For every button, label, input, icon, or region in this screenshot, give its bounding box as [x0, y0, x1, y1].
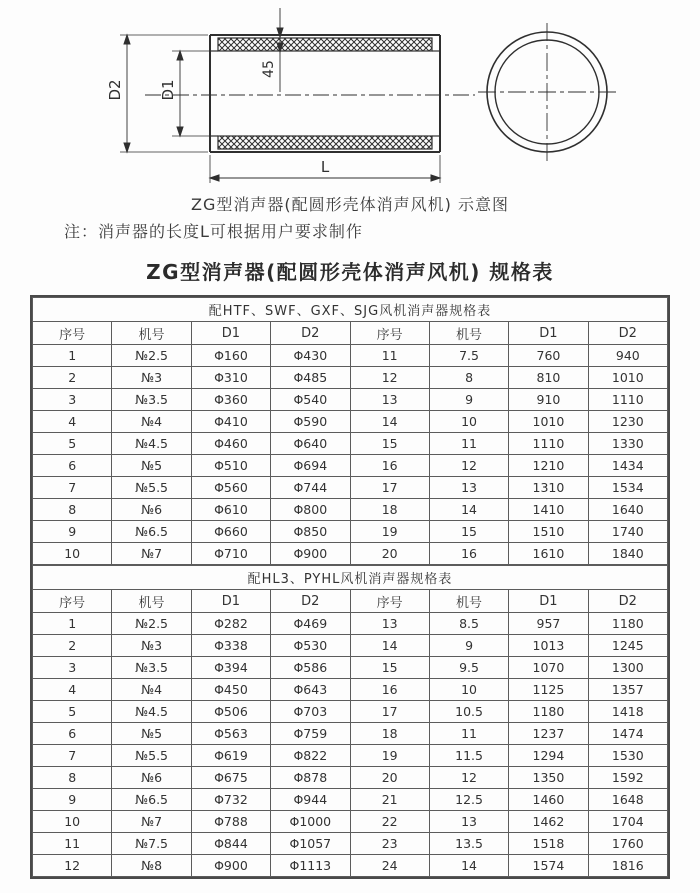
table-cell: 23 — [350, 833, 429, 855]
table-cell: 14 — [350, 411, 429, 433]
table-cell: 1210 — [509, 455, 588, 477]
table-cell: 1125 — [509, 679, 588, 701]
table-cell: Φ1113 — [271, 855, 350, 877]
table-cell: 1 — [33, 345, 112, 367]
table-cell: 12 — [429, 455, 508, 477]
table-cell: Φ1057 — [271, 833, 350, 855]
table-cell: 910 — [509, 389, 588, 411]
table-cell: Φ619 — [191, 745, 270, 767]
table-cell: 957 — [509, 613, 588, 635]
table-cell: 1474 — [588, 723, 667, 745]
table-cell: Φ944 — [271, 789, 350, 811]
table-cell: 9 — [33, 521, 112, 543]
table-cell: 5 — [33, 701, 112, 723]
table-cell: 11 — [33, 833, 112, 855]
table-cell: Φ878 — [271, 767, 350, 789]
table-cell: 22 — [350, 811, 429, 833]
lining-bottom — [218, 136, 432, 149]
table-cell: 14 — [429, 855, 508, 877]
table-cell: 21 — [350, 789, 429, 811]
table-cell: 9 — [33, 789, 112, 811]
table-row — [33, 543, 668, 565]
table-cell: Φ510 — [191, 455, 270, 477]
table-cell: 1704 — [588, 811, 667, 833]
length-label: L — [320, 158, 330, 176]
table-cell: №3.5 — [112, 389, 191, 411]
table-cell: 1 — [33, 613, 112, 635]
figure-note: 注：消声器的长度L可根据用户要求制作 — [64, 222, 363, 241]
table-cell: 12 — [350, 367, 429, 389]
table-cell: 1640 — [588, 499, 667, 521]
table-cell: 1350 — [509, 767, 588, 789]
table-cell: Φ732 — [191, 789, 270, 811]
table-cell: №6 — [112, 767, 191, 789]
table-cell: 1180 — [588, 613, 667, 635]
table-cell: 13 — [350, 613, 429, 635]
table-cell: 6 — [33, 723, 112, 745]
table-cell: 13.5 — [429, 833, 508, 855]
table-cell: Φ160 — [191, 345, 270, 367]
table-row — [33, 789, 668, 811]
table-cell: №3.5 — [112, 657, 191, 679]
table-cell: 8 — [33, 767, 112, 789]
table-cell: 8 — [33, 499, 112, 521]
table-cell: 8.5 — [429, 613, 508, 635]
table-cell: 6 — [33, 455, 112, 477]
table-cell: Φ485 — [271, 367, 350, 389]
table-cell: 11 — [429, 433, 508, 455]
table-section-title: 配HL3、PYHL风机消声器规格表 — [33, 566, 668, 590]
table-cell: 24 — [350, 855, 429, 877]
table-row — [33, 679, 668, 701]
table-row — [33, 613, 668, 635]
table-cell: 2 — [33, 367, 112, 389]
column-header: D1 — [509, 322, 588, 345]
table-cell: 13 — [350, 389, 429, 411]
table-cell: 18 — [350, 499, 429, 521]
table-cell: Φ675 — [191, 767, 270, 789]
table-row — [33, 745, 668, 767]
spec-table-htf-swf-gxf-sjg — [32, 297, 668, 565]
table-cell: №7 — [112, 543, 191, 565]
table-cell: 1462 — [509, 811, 588, 833]
table-cell: 19 — [350, 745, 429, 767]
table-cell: 11 — [429, 723, 508, 745]
muffler-side-view — [145, 35, 475, 152]
table-cell: 16 — [350, 455, 429, 477]
table-cell: №2.5 — [112, 613, 191, 635]
table-cell: Φ788 — [191, 811, 270, 833]
table-cell: 1418 — [588, 701, 667, 723]
column-header: 序号 — [33, 322, 112, 345]
table-cell: Φ759 — [271, 723, 350, 745]
table-row — [33, 389, 668, 411]
table-cell: 1357 — [588, 679, 667, 701]
table-cell: Φ694 — [271, 455, 350, 477]
table-cell: 1592 — [588, 767, 667, 789]
table-cell: 1230 — [588, 411, 667, 433]
table-cell: 1110 — [509, 433, 588, 455]
table-cell: №5 — [112, 723, 191, 745]
table-cell: 1530 — [588, 745, 667, 767]
table-cell: 810 — [509, 367, 588, 389]
table-cell: 1510 — [509, 521, 588, 543]
table-cell: 20 — [350, 543, 429, 565]
column-header: D1 — [191, 322, 270, 345]
table-cell: Φ900 — [191, 855, 270, 877]
table-row — [33, 521, 668, 543]
table-cell: 12.5 — [429, 789, 508, 811]
table-cell: 15 — [350, 433, 429, 455]
table-cell: 1740 — [588, 521, 667, 543]
table-cell: 1816 — [588, 855, 667, 877]
column-header: 序号 — [350, 590, 429, 613]
table-cell: 1010 — [509, 411, 588, 433]
table-row — [33, 701, 668, 723]
table-cell: №8 — [112, 855, 191, 877]
column-header: 机号 — [112, 322, 191, 345]
table-cell: Φ530 — [271, 635, 350, 657]
table-cell: 16 — [350, 679, 429, 701]
table-cell: 1013 — [509, 635, 588, 657]
column-header: D2 — [588, 322, 667, 345]
table-cell: 1237 — [509, 723, 588, 745]
table-cell: 1010 — [588, 367, 667, 389]
table-row — [33, 433, 668, 455]
table-cell: 13 — [429, 811, 508, 833]
table-cell: 8 — [429, 367, 508, 389]
table-cell: 9 — [429, 389, 508, 411]
table-cell: 1180 — [509, 701, 588, 723]
table-cell: 7 — [33, 745, 112, 767]
dimension-d1 — [159, 51, 216, 136]
table-row — [33, 411, 668, 433]
table-cell: Φ563 — [191, 723, 270, 745]
table-cell: Φ338 — [191, 635, 270, 657]
table-cell: 16 — [429, 543, 508, 565]
table-cell: 1294 — [509, 745, 588, 767]
table-cell: 1648 — [588, 789, 667, 811]
table-cell: Φ450 — [191, 679, 270, 701]
muffler-end-view — [478, 23, 617, 161]
spec-tables — [30, 295, 670, 879]
table-cell: 1300 — [588, 657, 667, 679]
table-cell: 18 — [350, 723, 429, 745]
table-cell: 7 — [33, 477, 112, 499]
table-cell: 3 — [33, 657, 112, 679]
column-header: D1 — [509, 590, 588, 613]
table-cell: Φ710 — [191, 543, 270, 565]
table-cell: Φ460 — [191, 433, 270, 455]
d2-label: D2 — [106, 79, 124, 101]
table-row — [33, 499, 668, 521]
table-row — [33, 477, 668, 499]
table-cell: Φ850 — [271, 521, 350, 543]
table-cell: 9.5 — [429, 657, 508, 679]
table-cell: 9 — [429, 635, 508, 657]
table-cell: №5.5 — [112, 477, 191, 499]
figure-caption: ZG型消声器(配圆形壳体消声风机) 示意图 — [191, 195, 509, 214]
table-cell: №6.5 — [112, 789, 191, 811]
table-cell: 3 — [33, 389, 112, 411]
table-cell: Φ703 — [271, 701, 350, 723]
table-row — [33, 657, 668, 679]
table-cell: 17 — [350, 701, 429, 723]
table-cell: №3 — [112, 635, 191, 657]
table-cell: 15 — [429, 521, 508, 543]
table-cell: №6.5 — [112, 521, 191, 543]
table-cell: 12 — [33, 855, 112, 877]
table-cell: Φ540 — [271, 389, 350, 411]
table-cell: Φ610 — [191, 499, 270, 521]
table-row — [33, 811, 668, 833]
table-cell: Φ560 — [191, 477, 270, 499]
table-row — [33, 635, 668, 657]
table-cell: Φ590 — [271, 411, 350, 433]
column-header: 序号 — [350, 322, 429, 345]
table-cell: 1070 — [509, 657, 588, 679]
dimension-d2 — [106, 35, 208, 152]
table-cell: 1610 — [509, 543, 588, 565]
table-row — [33, 345, 668, 367]
table-cell: Φ744 — [271, 477, 350, 499]
muffler-drawing — [0, 0, 700, 190]
column-header: D2 — [271, 322, 350, 345]
table-cell: 20 — [350, 767, 429, 789]
table-cell: №4.5 — [112, 701, 191, 723]
table-cell: 10.5 — [429, 701, 508, 723]
table-cell: №5 — [112, 455, 191, 477]
table-row — [33, 855, 668, 877]
spec-table-hl3-pyhl — [32, 565, 668, 877]
table-cell: Φ822 — [271, 745, 350, 767]
table-header-row — [33, 322, 668, 345]
table-cell: №6 — [112, 499, 191, 521]
table-cell: 5 — [33, 433, 112, 455]
table-cell: Φ506 — [191, 701, 270, 723]
table-section-title: 配HTF、SWF、GXF、SJG风机消声器规格表 — [33, 298, 668, 322]
thickness-label: 45 — [261, 60, 277, 78]
table-cell: 10 — [429, 679, 508, 701]
table-cell: Φ360 — [191, 389, 270, 411]
table-cell: 1460 — [509, 789, 588, 811]
column-header: 机号 — [112, 590, 191, 613]
table-header-row — [33, 590, 668, 613]
table-cell: 11 — [350, 345, 429, 367]
table-row — [33, 455, 668, 477]
table-cell: 1110 — [588, 389, 667, 411]
table-cell: №4 — [112, 411, 191, 433]
table-cell: 10 — [33, 543, 112, 565]
table-cell: №5.5 — [112, 745, 191, 767]
table-cell: Φ586 — [271, 657, 350, 679]
table-cell: 7.5 — [429, 345, 508, 367]
table-cell: Φ660 — [191, 521, 270, 543]
table-cell: 760 — [509, 345, 588, 367]
d1-label: D1 — [159, 79, 177, 101]
table-cell: 1760 — [588, 833, 667, 855]
table-cell: Φ469 — [271, 613, 350, 635]
table-cell: Φ310 — [191, 367, 270, 389]
table-cell: №3 — [112, 367, 191, 389]
table-row — [33, 723, 668, 745]
table-cell: Φ410 — [191, 411, 270, 433]
table-cell: 10 — [33, 811, 112, 833]
column-header: D1 — [191, 590, 270, 613]
table-cell: 13 — [429, 477, 508, 499]
table-cell: Φ800 — [271, 499, 350, 521]
table-cell: Φ640 — [271, 433, 350, 455]
column-header: D2 — [588, 590, 667, 613]
table-cell: №4 — [112, 679, 191, 701]
table-row — [33, 367, 668, 389]
table-cell: Φ643 — [271, 679, 350, 701]
table-cell: №2.5 — [112, 345, 191, 367]
table-cell: 1574 — [509, 855, 588, 877]
table-cell: 2 — [33, 635, 112, 657]
table-cell: №7.5 — [112, 833, 191, 855]
lining-top — [218, 38, 432, 51]
table-cell: 1518 — [509, 833, 588, 855]
column-header: 机号 — [429, 590, 508, 613]
table-row — [33, 833, 668, 855]
table-cell: 1245 — [588, 635, 667, 657]
table-cell: 1434 — [588, 455, 667, 477]
table-cell: №4.5 — [112, 433, 191, 455]
table-cell: 1410 — [509, 499, 588, 521]
table-cell: Φ1000 — [271, 811, 350, 833]
table-cell: №7 — [112, 811, 191, 833]
table-cell: 12 — [429, 767, 508, 789]
table-cell: 14 — [429, 499, 508, 521]
table-cell: Φ394 — [191, 657, 270, 679]
table-cell: Φ282 — [191, 613, 270, 635]
dimension-length — [210, 155, 440, 183]
table-cell: 19 — [350, 521, 429, 543]
table-cell: 15 — [350, 657, 429, 679]
table-cell: 1330 — [588, 433, 667, 455]
table-cell: 4 — [33, 411, 112, 433]
table-row — [33, 767, 668, 789]
table-cell: 1840 — [588, 543, 667, 565]
table-cell: 11.5 — [429, 745, 508, 767]
table-cell: 1310 — [509, 477, 588, 499]
table-cell: Φ900 — [271, 543, 350, 565]
table-cell: Φ430 — [271, 345, 350, 367]
column-header: 序号 — [33, 590, 112, 613]
page-title: ZG型消声器(配圆形壳体消声风机) 规格表 — [146, 260, 554, 284]
table-cell: Φ844 — [191, 833, 270, 855]
table-cell: 10 — [429, 411, 508, 433]
table-cell: 4 — [33, 679, 112, 701]
column-header: D2 — [271, 590, 350, 613]
table-cell: 17 — [350, 477, 429, 499]
table-cell: 940 — [588, 345, 667, 367]
column-header: 机号 — [429, 322, 508, 345]
table-cell: 14 — [350, 635, 429, 657]
table-cell: 1534 — [588, 477, 667, 499]
